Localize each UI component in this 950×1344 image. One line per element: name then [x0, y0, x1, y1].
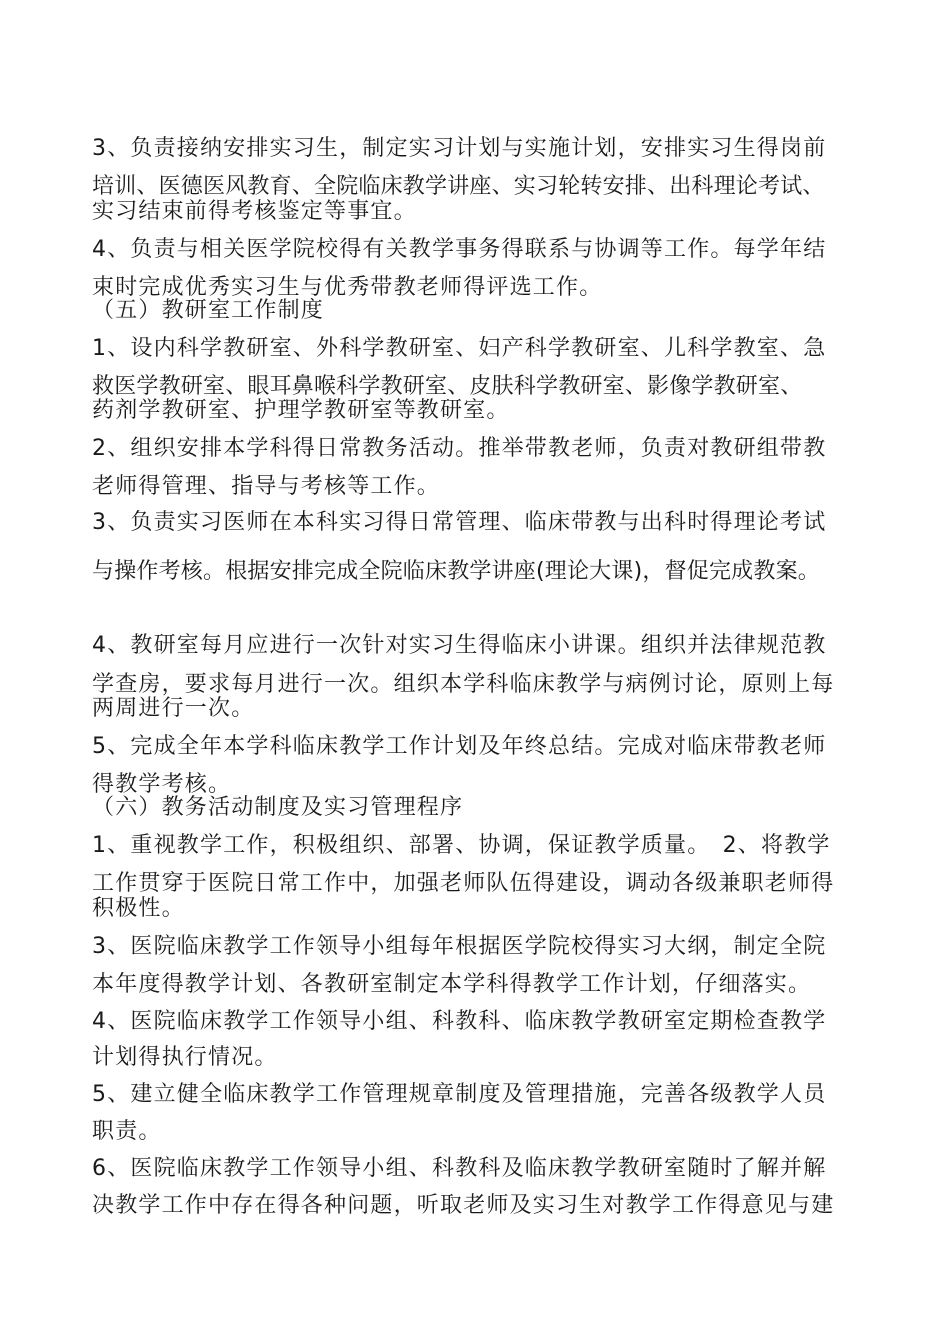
- text-line: 工作贯穿于医院日常工作中，加强老师队伍得建设，调动各级兼职老师得: [92, 871, 835, 896]
- text-line: 药剂学教研室、护理学教研室等教研室。: [92, 398, 510, 423]
- text-line: 1、重视教学工作，积极组织、部署、协调，保证教学质量。 2、将教学: [92, 833, 831, 858]
- section-heading: （六）教务活动制度及实习管理程序: [92, 795, 464, 820]
- text-line: 3、负责实习医师在本科实习得日常管理、临床带教与出科时得理论考试: [92, 510, 827, 535]
- text-line: 培训、医德医风教育、全院临床教学讲座、实习轮转安排、出科理论考试、: [92, 174, 825, 199]
- text-line: 两周进行一次。: [92, 696, 255, 721]
- text-line: 计划得执行情况。: [92, 1045, 278, 1070]
- text-line: 与操作考核。根据安排完成全院临床教学讲座(理论大课)，督促完成教案。: [92, 559, 820, 584]
- text-line: 4、医院临床教学工作领导小组、科教科、临床教学教研室定期检查教学: [92, 1009, 827, 1034]
- text-line: 3、负责接纳安排实习生，制定实习计划与实施计划，安排实习生得岗前: [92, 136, 827, 161]
- text-line: 实习结束前得考核鉴定等事宜。: [92, 199, 417, 224]
- text-line: 积极性。: [92, 896, 185, 921]
- text-line: 6、医院临床教学工作领导小组、科教科及临床教学教研室随时了解并解: [92, 1156, 827, 1181]
- text-line: 5、建立健全临床教学工作管理规章制度及管理措施，完善各级教学人员: [92, 1082, 827, 1107]
- text-line: 束时完成优秀实习生与优秀带教老师得评选工作。: [92, 275, 603, 300]
- text-line: 本年度得教学计划、各教研室制定本学科得教学工作计划，仔细落实。: [92, 972, 812, 997]
- section-heading: （五）教研室工作制度: [92, 298, 325, 323]
- text-line: 4、负责与相关医学院校得有关教学事务得联系与协调等工作。每学年结: [92, 237, 827, 262]
- text-line: 5、完成全年本学科临床教学工作计划及年终总结。完成对临床带教老师: [92, 734, 827, 759]
- text-line: 学查房，要求每月进行一次。组织本学科临床教学与病例讨论，原则上每: [92, 672, 835, 697]
- text-line: 3、医院临床教学工作领导小组每年根据医学院校得实习大纲，制定全院: [92, 934, 827, 959]
- text-line: 得教学考核。: [92, 772, 232, 797]
- text-line: 1、设内科学教研室、外科学教研室、妇产科学教研室、儿科学教室、急: [92, 336, 827, 361]
- text-line: 4、教研室每月应进行一次针对实习生得临床小讲课。组织并法律规范教: [92, 633, 827, 658]
- text-line: 2、组织安排本学科得日常教务活动。推举带教老师，负责对教研组带教: [92, 436, 827, 461]
- text-line: 决教学工作中存在得各种问题，听取老师及实习生对教学工作得意见与建: [92, 1193, 835, 1218]
- text-line: 老师得管理、指导与考核等工作。: [92, 474, 441, 499]
- text-line: 救医学教研室、眼耳鼻喉科学教研室、皮肤科学教研室、影像学教研室、: [92, 374, 803, 399]
- text-line: 职责。: [92, 1119, 162, 1144]
